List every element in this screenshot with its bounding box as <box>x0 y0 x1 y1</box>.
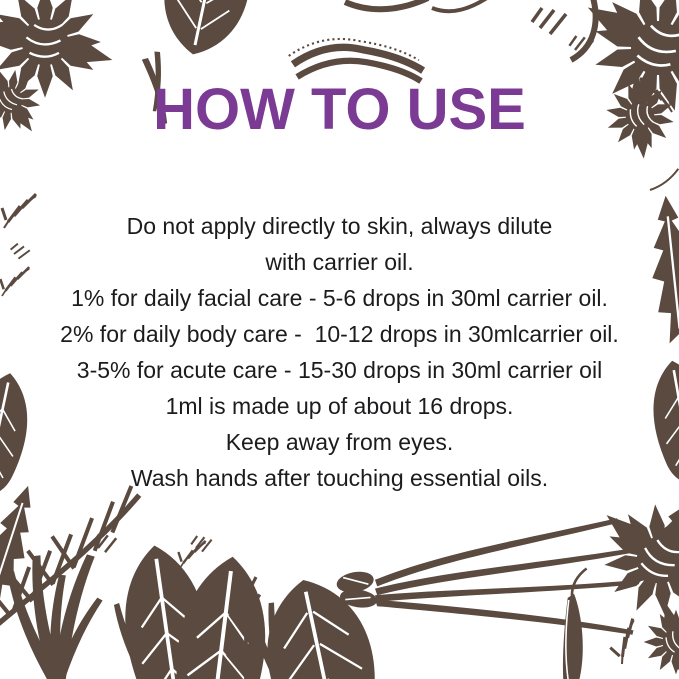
instruction-line: Do not apply directly to skin, always dilute <box>126 213 553 239</box>
usage-instructions <box>22 208 657 496</box>
instruction-line: 1% for daily facial care - 5-6 drops in 30ml carrier oil. <box>71 285 608 311</box>
instruction-line: 1ml is made up of about 16 drops. <box>165 393 514 419</box>
instruction-line: 2% for daily body care - 10-12 drops in 30mlcarrier oil. <box>60 321 619 347</box>
instruction-line: Wash hands after touching essential oils. <box>130 465 549 491</box>
instruction-line: with carrier oil. <box>265 249 414 275</box>
instruction-line: 3-5% for acute care - 15-30 drops in 30ml carrier oil <box>76 357 603 383</box>
instruction-line: Keep away from eyes. <box>225 429 454 455</box>
page-title: HOW TO USE <box>153 77 526 142</box>
